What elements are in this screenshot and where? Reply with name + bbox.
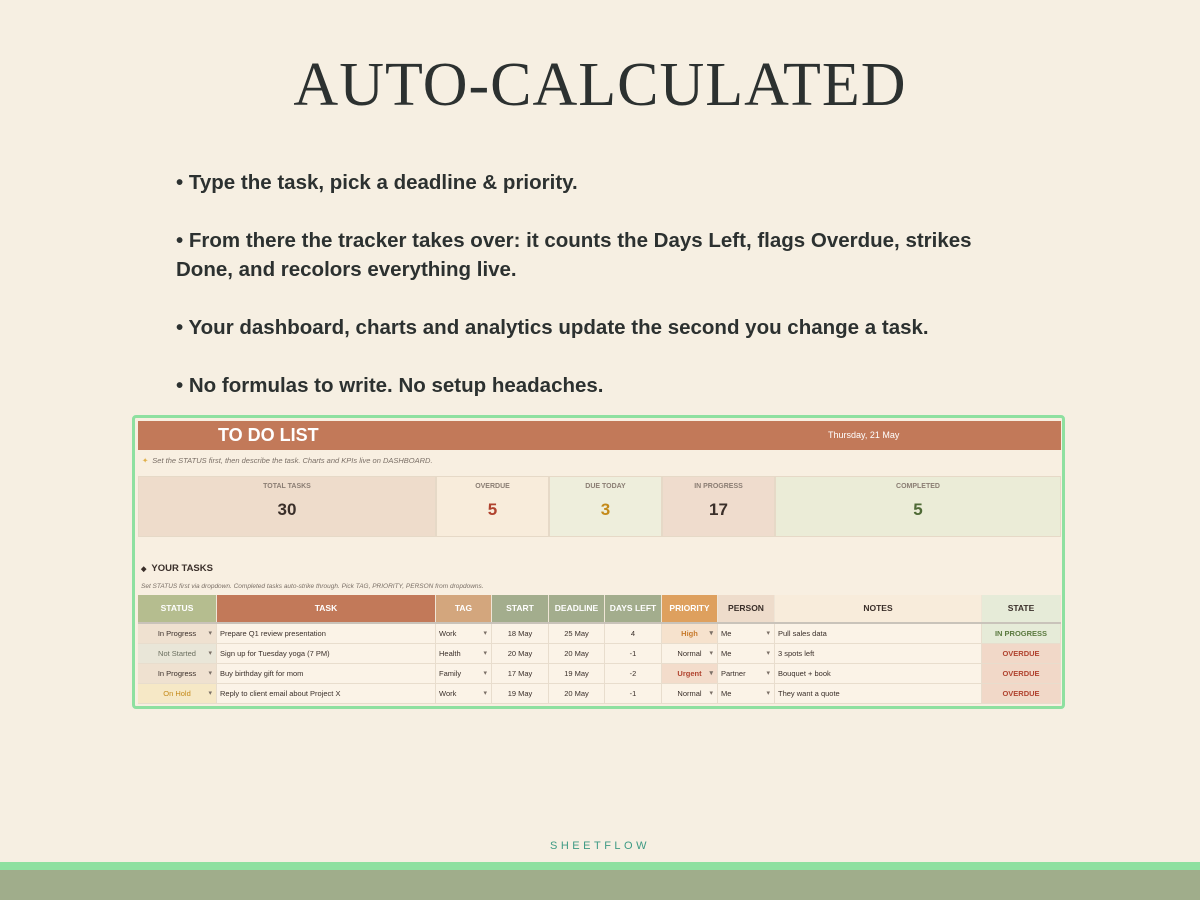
spreadsheet-screenshot: [132, 415, 1065, 709]
tag-dropdown[interactable]: Work ▾: [436, 684, 492, 704]
section-title-text: YOUR TASKS: [151, 563, 213, 574]
deadline-cell[interactable]: 19 May: [549, 664, 605, 684]
kpi-due-today: [549, 476, 662, 537]
kpi-value: 5: [913, 500, 923, 519]
tag-dropdown[interactable]: Health ▾: [436, 644, 492, 664]
priority-dropdown[interactable]: Normal ▾: [662, 684, 718, 704]
table-row: [138, 624, 1061, 644]
state-cell: OVERDUE: [982, 644, 1061, 664]
section-hint: Set STATUS first via dropdown. Completed tasks auto-strike through. Pick TAG, PRIORITY, PERSON from dropdowns.: [141, 583, 484, 590]
state-cell: OVERDUE: [982, 684, 1061, 704]
sheet-hint-text: Set the STATUS first, then describe the task. Charts and KPIs live on DASHBOARD.: [152, 456, 433, 465]
kpi-label: IN PROGRESS: [694, 483, 743, 490]
bullet-item: • No formulas to write. No setup headaches.: [176, 374, 604, 397]
section-title: [141, 563, 213, 574]
sheet-title: TO DO LIST: [218, 425, 319, 445]
col-header-status[interactable]: STATUS: [138, 595, 217, 622]
kpi-value: 5: [487, 500, 498, 519]
sheet-title-bar: [138, 421, 1061, 450]
person-dropdown[interactable]: Me ▾: [718, 684, 775, 704]
notes-cell[interactable]: They want a quote: [775, 684, 982, 704]
brand-footer: SHEETFLOW: [550, 840, 650, 852]
table-row: [138, 684, 1061, 704]
notes-cell[interactable]: Bouquet + book: [775, 664, 982, 684]
start-date-cell[interactable]: 20 May: [492, 644, 549, 664]
days-left-cell: -1: [605, 684, 662, 704]
bullet-item: • Type the task, pick a deadline & priority.: [176, 171, 578, 194]
days-left-cell: -1: [605, 644, 662, 664]
status-dropdown[interactable]: In Progress ▾: [138, 624, 217, 644]
notes-cell[interactable]: 3 spots left: [775, 644, 982, 664]
kpi-value: 17: [709, 500, 728, 519]
kpi-in-progress: [662, 476, 775, 537]
state-cell: IN PROGRESS: [982, 624, 1061, 644]
priority-dropdown[interactable]: High ▾: [662, 624, 718, 644]
kpi-label: COMPLETED: [896, 483, 940, 490]
deadline-cell[interactable]: 20 May: [549, 684, 605, 704]
col-header-deadline[interactable]: DEADLINE: [549, 595, 605, 622]
col-header-state[interactable]: STATE: [982, 595, 1061, 622]
kpi-label: TOTAL TASKS: [263, 483, 311, 490]
days-left-cell: 4: [605, 624, 662, 644]
bullet-item: • Your dashboard, charts and analytics update the second you change a task.: [176, 316, 929, 339]
priority-dropdown[interactable]: Normal ▾: [662, 644, 718, 664]
col-header-start[interactable]: START: [492, 595, 549, 622]
kpi-label: DUE TODAY: [585, 483, 626, 490]
kpi-value: 3: [600, 500, 611, 519]
col-header-task[interactable]: TASK: [217, 595, 436, 622]
status-dropdown[interactable]: In Progress ▾: [138, 664, 217, 684]
start-date-cell[interactable]: 19 May: [492, 684, 549, 704]
task-cell[interactable]: Buy birthday gift for mom: [217, 664, 436, 684]
table-row: [138, 664, 1061, 684]
kpi-total-tasks: [138, 476, 436, 537]
status-dropdown[interactable]: Not Started ▾: [138, 644, 217, 664]
days-left-cell: -2: [605, 664, 662, 684]
task-cell[interactable]: Sign up for Tuesday yoga (7 PM): [217, 644, 436, 664]
kpi-value: 30: [277, 500, 297, 519]
diamond-icon: ◆: [141, 566, 147, 573]
person-dropdown[interactable]: Me ▾: [718, 624, 775, 644]
col-header-priority[interactable]: PRIORITY: [662, 595, 718, 622]
deadline-cell[interactable]: 20 May: [549, 644, 605, 664]
task-cell[interactable]: Prepare Q1 review presentation: [217, 624, 436, 644]
kpi-overdue: [436, 476, 549, 537]
start-date-cell[interactable]: 17 May: [492, 664, 549, 684]
sparkle-icon: ✦: [142, 456, 149, 465]
col-header-days-left[interactable]: DAYS LEFT: [605, 595, 662, 622]
state-cell: OVERDUE: [982, 664, 1061, 684]
col-header-tag[interactable]: TAG: [436, 595, 492, 622]
sheet-date: Thursday, 21 May: [828, 430, 900, 440]
task-cell[interactable]: Reply to client email about Project X: [217, 684, 436, 704]
tag-dropdown[interactable]: Work ▾: [436, 624, 492, 644]
status-dropdown[interactable]: On Hold ▾: [138, 684, 217, 704]
sheet-hint: [142, 456, 433, 465]
deadline-cell[interactable]: 25 May: [549, 624, 605, 644]
kpi-label: OVERDUE: [475, 483, 510, 490]
bullet-item: • From there the tracker takes over: it counts the Days Left, flags Overdue, strikes Done, and recolors everything live.: [176, 229, 972, 281]
feature-bullets: [176, 168, 1016, 429]
table-row: [138, 644, 1061, 664]
person-dropdown[interactable]: Me ▾: [718, 644, 775, 664]
page-headline: AUTO-CALCULATED: [293, 51, 907, 119]
kpi-completed: [775, 476, 1061, 537]
footer-stripe-dark: [0, 870, 1200, 900]
start-date-cell[interactable]: 18 May: [492, 624, 549, 644]
notes-cell[interactable]: Pull sales data: [775, 624, 982, 644]
tag-dropdown[interactable]: Family ▾: [436, 664, 492, 684]
person-dropdown[interactable]: Partner ▾: [718, 664, 775, 684]
col-header-notes[interactable]: NOTES: [775, 595, 982, 622]
col-header-person[interactable]: PERSON: [718, 595, 775, 622]
priority-dropdown[interactable]: Urgent ▾: [662, 664, 718, 684]
footer-stripe-light: [0, 862, 1200, 870]
